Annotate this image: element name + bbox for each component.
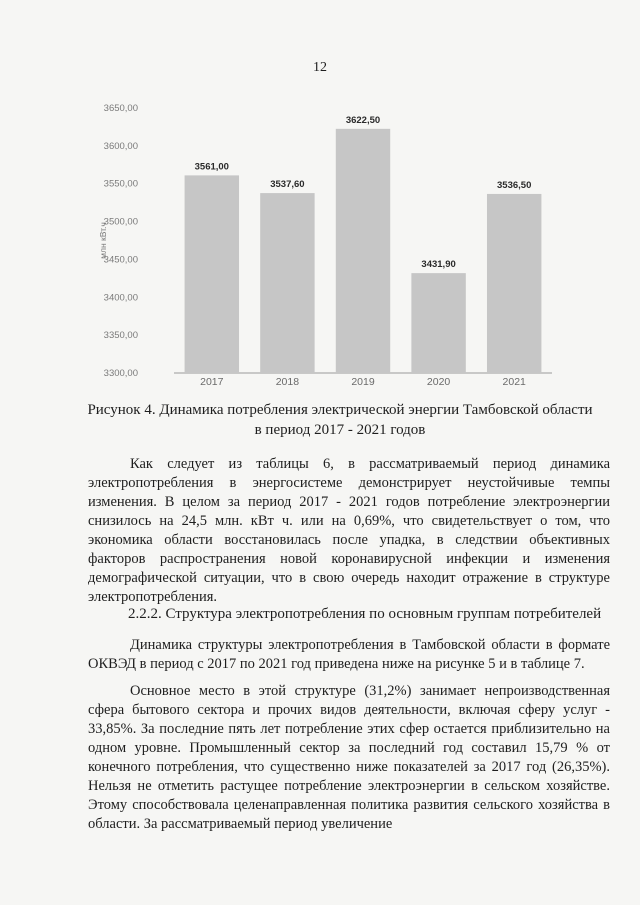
paragraph-1: Как следует из таблицы 6, в рассматриваемый период динамика электропотребления в энергосистеме демонстрирует неустойчивые темпы изменения. В целом за период 2017 - 2021 годов потребление электроэнергии снизилось на 24,5 млн. кВт ч. или на 0,69%, что свидетельствует о том, что экономика области восстановилась после упадка, в следствии объективных факторов распространения новой коронавирусной инфекции и изменения демографической ситуации, что в свою очередь находит отражение в структуре электропотребления.	[88, 456, 610, 605]
y-axis-title-group	[98, 222, 108, 259]
y-tick-label: 3650,00	[103, 103, 138, 114]
y-tick-label: 3500,00	[103, 216, 138, 228]
y-tick-label: 3450,00	[103, 254, 138, 266]
bar	[260, 193, 314, 373]
data-label: 3536,50	[497, 179, 532, 191]
y-tick-label: 3550,00	[103, 178, 138, 190]
section-heading: 2.2.2. Структура электропотребления по основным группам потребителей	[128, 606, 602, 622]
caption-line-2: в период 2017 - 2021 годов	[254, 422, 426, 438]
paragraph-2-block	[88, 636, 610, 834]
bar	[411, 273, 465, 373]
bar-chart	[100, 96, 560, 396]
data-label: 3537,60	[270, 179, 305, 191]
y-tick-label: 3350,00	[103, 330, 138, 342]
bar	[336, 129, 390, 373]
category-label: 2021	[502, 376, 526, 388]
y-tick-label: 3300,00	[103, 368, 138, 379]
data-label: 3622,50	[345, 114, 381, 126]
bars	[185, 129, 542, 373]
bar	[487, 194, 541, 373]
paragraph-1-block	[88, 455, 610, 607]
y-tick-label: 3400,00	[103, 292, 138, 304]
paragraph-3: Основное место в этой структуре (31,2%) занимает непроизводственная сфера бытового сектора и прочих видов деятельности, включая сферу услуг - 33,85%. За последние пять лет потребление этих сфер остается приблизительно на одном уровне. Промышленный сектор за последний год составил 15,79 % от конечного потребления, что существенно ниже показателей за 2017 год (26,35%). Нельзя не отметить растущее потребление электроэнергии в сельском хозяйстве. Этому способствовала целенаправленная политика развития сельского хозяйства в области. За рассматриваемый период увеличение	[88, 683, 610, 832]
category-label: 2020	[426, 376, 451, 388]
data-label: 3431,90	[421, 259, 456, 271]
y-axis-ticks	[104, 103, 138, 379]
category-label: 2018	[275, 376, 300, 388]
bar	[185, 175, 239, 373]
caption-line-1: Рисунок 4. Динамика потребления электрической энергии Тамбовской области	[87, 402, 593, 418]
category-labels	[200, 376, 526, 388]
category-label: 2017	[200, 376, 224, 388]
figure-caption	[60, 400, 620, 440]
paragraph-2: Динамика структуры электропотребления в Тамбовской области в формате ОКВЭД в период с 2017 по 2021 год приведена ниже на рисунке 5 и в таблице 7.	[88, 637, 610, 672]
y-axis-title: млн кВт.ч	[98, 222, 108, 259]
page-number: 12	[313, 60, 327, 75]
y-tick-label: 3600,00	[103, 140, 138, 152]
category-label: 2019	[351, 376, 375, 388]
data-label: 3561,00	[194, 161, 229, 173]
